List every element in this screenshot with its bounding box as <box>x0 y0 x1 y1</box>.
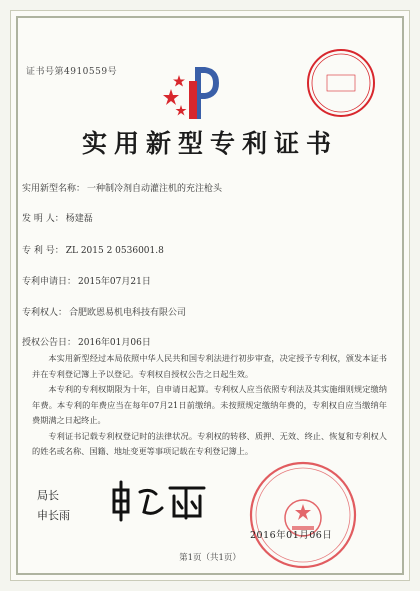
field-value: 2015年07月21日 <box>78 277 151 287</box>
field-inventor <box>22 211 93 224</box>
field-label: 专 利 号： <box>22 246 64 256</box>
body-paragraph: 本实用新型经过本局依照中华人民共和国专利法进行初步审查，决定授予专利权，颁发本证书并在专利登记簿上予以登记。专利权自授权公告之日起生效。 <box>32 353 387 379</box>
director-title: 局长 <box>37 489 59 502</box>
field-invention-name <box>22 181 222 194</box>
handwritten-signature <box>106 478 212 522</box>
body-paragraph: 本专利的专利权期限为十年，自申请日起算。专利权人应当依照专利法及其实施细则规定缴纳年费。本专利的年费应当在每年07月21日前缴纳。未按照规定缴纳年费的，专利权自应当缴纳年费期满之日起终止。 <box>32 384 387 425</box>
page-number: 第1页（共1页） <box>179 553 241 563</box>
field-value: 2016年01月06日 <box>78 338 151 348</box>
patent-office-logo <box>161 61 225 123</box>
field-filing-date <box>22 274 151 287</box>
page-title: 实用新型专利证书 <box>81 129 338 158</box>
field-value: ZL 2015 2 0536001.8 <box>65 246 164 256</box>
certificate-body <box>32 351 387 460</box>
field-value: 杨建磊 <box>65 214 93 224</box>
director-name: 申长雨 <box>37 509 70 522</box>
field-label: 发 明 人： <box>22 214 64 224</box>
official-seal-icon <box>305 47 377 119</box>
body-paragraph: 专利证书记载专利权登记时的法律状况。专利权的转移、质押、无效、终止、恢复和专利权人的姓名或名称、国籍、地址变更等事项记载在专利登记簿上。 <box>32 430 387 456</box>
director-block <box>37 487 70 523</box>
certificate-number: 证书号第4910559号 <box>26 67 118 77</box>
field-label: 专利权人： <box>22 308 68 318</box>
field-label: 实用新型名称： <box>22 184 86 194</box>
field-value: 合肥欧恩易机电科技有限公司 <box>69 308 187 318</box>
field-label: 专利申请日： <box>22 277 77 287</box>
issue-date: 2016年01月06日 <box>250 530 333 541</box>
field-patent-number <box>22 243 164 256</box>
field-patentee <box>22 305 186 318</box>
field-label: 授权公告日： <box>22 338 77 348</box>
field-value: 一种制冷剂自动灌注机的充注枪头 <box>87 184 223 194</box>
field-grant-date <box>22 335 151 348</box>
